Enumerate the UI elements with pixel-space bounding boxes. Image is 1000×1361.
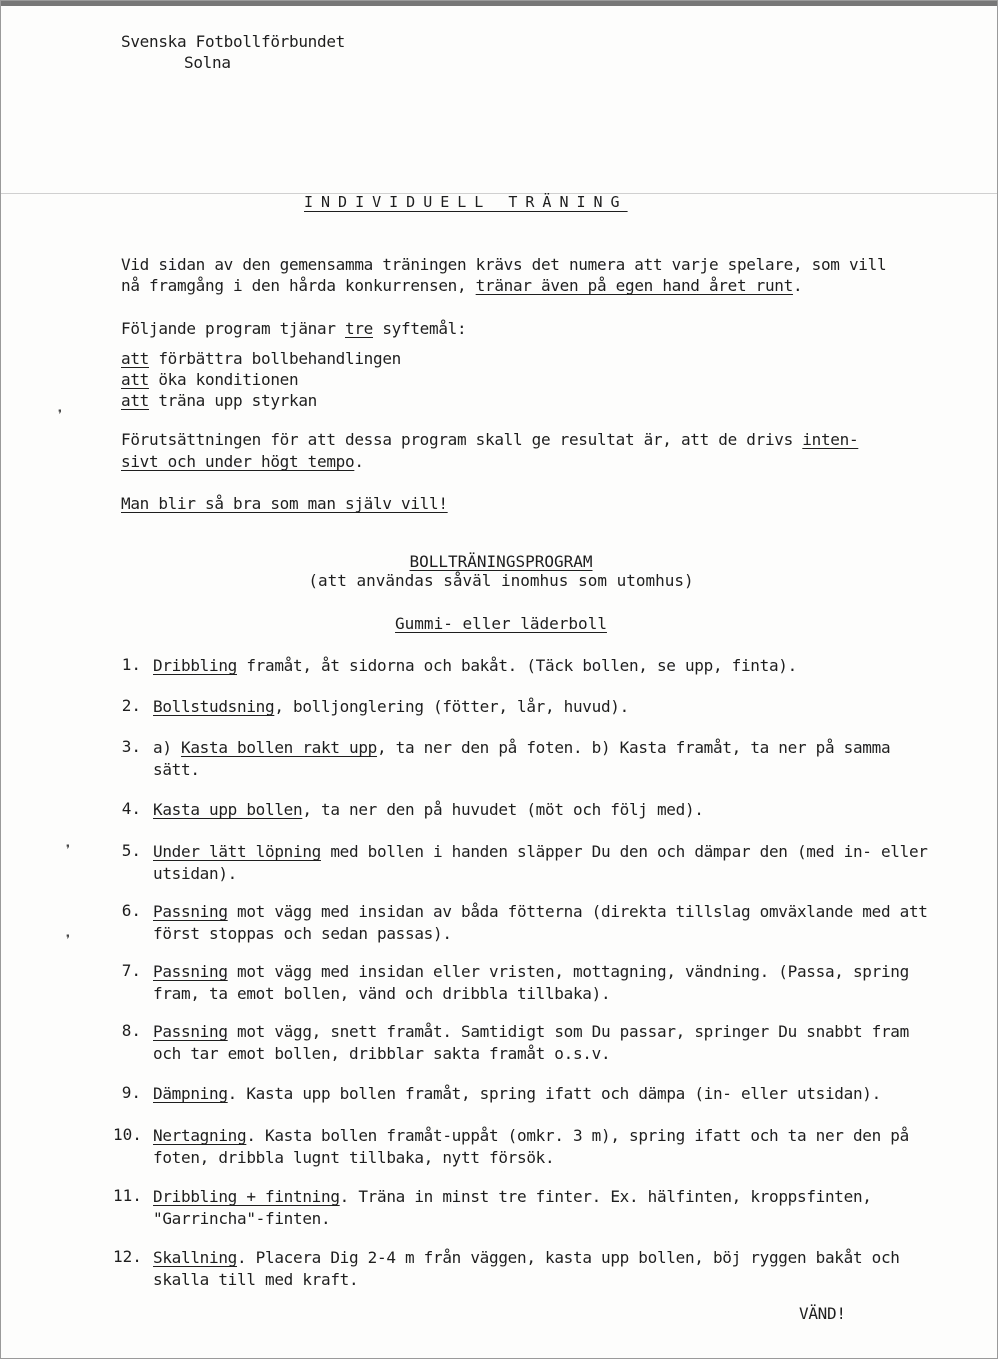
exercise-text: , ta ner den på huvudet (möt och följ med). [302, 800, 704, 819]
exercise-item [153, 1125, 943, 1169]
item-number: 5. [121, 841, 141, 860]
ink-smudge: ❜ [55, 406, 65, 425]
exercise-text: med bollen i handen släpper Du den och dämpar den (med in- eller utsidan). [153, 842, 928, 883]
exercise-text: , ta ner den på foten. b) Kasta framåt, ta ner på samma sätt. [153, 738, 891, 779]
ink-smudge: ❜ [63, 931, 73, 950]
item-number: 1. [121, 655, 141, 674]
aim-text: träna upp styrkan [149, 391, 317, 410]
condition-text: Förutsättningen för att dessa program skall ge resultat är, att de drivs [121, 430, 803, 449]
exercise-text: framåt, åt sidorna och bakåt. (Täck bollen, se upp, finta). [237, 656, 797, 675]
aims-text: syftemål: [373, 319, 467, 338]
program-heading: BOLLTRÄNINGSPROGRAM [409, 552, 593, 571]
exercise-text: . Träna in minst tre finter. Ex. hälfinten, kroppsfinten, "Garrincha"-finten. [153, 1187, 872, 1228]
item-number: 10. [113, 1125, 142, 1144]
exercise-item [153, 841, 943, 885]
item-number: 2. [121, 696, 141, 715]
exercise-key: Kasta bollen rakt upp [181, 738, 377, 757]
exercise-text: , bolljonglering (fötter, lår, huvud). [274, 697, 629, 716]
aim-att: att [121, 391, 149, 410]
item-number: 4. [121, 799, 141, 818]
intro-text: nå framgång i den hårda konkurrensen, [121, 276, 476, 295]
exercise-item [153, 799, 943, 821]
sender-organization: Svenska Fotbollförbundet [121, 32, 345, 51]
exercise-key: Bollstudsning [153, 697, 275, 716]
exercise-item [153, 961, 943, 1005]
aim-att: att [121, 349, 149, 368]
exercise-key: Under lätt löpning [153, 842, 321, 861]
item-number: 12. [113, 1247, 142, 1266]
intro-line: Vid sidan av den gemensamma träningen krävs det numera att varje spelare, som vill [121, 255, 887, 274]
exercise-item [153, 737, 943, 781]
ink-smudge: ❜ [63, 841, 73, 860]
aims-emphasis: tre [345, 319, 373, 338]
exercise-prefix: a) [153, 738, 181, 757]
exercise-item [153, 1247, 943, 1291]
aim-text: öka konditionen [149, 370, 299, 389]
exercise-item [153, 1186, 943, 1230]
exercise-key: Kasta upp bollen [153, 800, 303, 819]
turn-over-note: VÄND! [799, 1304, 846, 1323]
exercise-key: Dämpning [153, 1084, 228, 1103]
exercise-text: . Placera Dig 2-4 m från väggen, kasta upp bollen, böj ryggen bakåt och skalla till med kraft. [153, 1248, 900, 1289]
exercise-text: . Kasta upp bollen framåt, spring ifatt och dämpa (in- eller utsidan). [227, 1084, 881, 1103]
exercise-text: . Kasta bollen framåt-uppåt (omkr. 3 m), spring ifatt och ta ner den på foten, dribbla lugnt tillbaka, nytt försök. [153, 1126, 909, 1167]
exercise-item [153, 696, 943, 718]
ball-type: Gummi- eller läderboll [395, 614, 607, 633]
intro-line [121, 275, 802, 296]
exercise-item [153, 655, 943, 677]
exercise-key: Dribbling + fintning [153, 1187, 340, 1206]
exercise-key: Dribbling [153, 656, 237, 675]
intro-emphasis: tränar även på egen hand året runt [475, 276, 793, 295]
item-number: 11. [113, 1186, 142, 1205]
program-subheading: (att användas såväl inomhus som utomhus) [308, 571, 694, 590]
exercise-key: Nertagning [153, 1126, 247, 1145]
aim-item [121, 369, 298, 390]
aim-att: att [121, 370, 149, 389]
aims-text: Följande program tjänar [121, 319, 345, 338]
exercise-text: mot vägg, snett framåt. Samtidigt som Du passar, springer Du snabbt fram och tar emot bollen, dribblar sakta framåt o.s.v. [153, 1022, 909, 1063]
motto: Man blir så bra som man själv vill! [121, 494, 448, 513]
exercise-text: mot vägg med insidan av båda fötterna (direkta tillslag omväxlande med att först stoppas och sedan passas). [153, 902, 928, 943]
scan-top-edge [1, 1, 997, 6]
condition-line [121, 451, 364, 472]
aim-item [121, 348, 401, 369]
exercise-text: mot vägg med insidan eller vristen, mottagning, vändning. (Passa, spring fram, ta emot bollen, vänd och dribbla tillbaka). [153, 962, 909, 1003]
exercise-key: Passning [153, 902, 228, 921]
condition-line [121, 429, 858, 450]
condition-emphasis: sivt och under högt tempo [121, 452, 355, 471]
item-number: 7. [121, 961, 141, 980]
aim-text: förbättra bollbehandlingen [149, 349, 401, 368]
exercise-key: Passning [153, 1022, 228, 1041]
condition-emphasis: inten- [802, 430, 859, 449]
document-title: INDIVIDUELL TRÄNING [304, 193, 628, 211]
exercise-key: Passning [153, 962, 228, 981]
exercise-key: Skallning [153, 1248, 237, 1267]
exercise-item [153, 1021, 943, 1065]
item-number: 6. [121, 901, 141, 920]
sender-city: Solna [184, 53, 231, 72]
aims-lead [121, 318, 466, 339]
exercise-item [153, 901, 943, 945]
intro-text: . [792, 276, 803, 295]
aim-item [121, 390, 317, 411]
item-number: 8. [121, 1021, 141, 1040]
condition-text: . [354, 452, 364, 471]
exercise-item [153, 1083, 943, 1105]
item-number: 3. [121, 737, 141, 756]
item-number: 9. [121, 1083, 141, 1102]
